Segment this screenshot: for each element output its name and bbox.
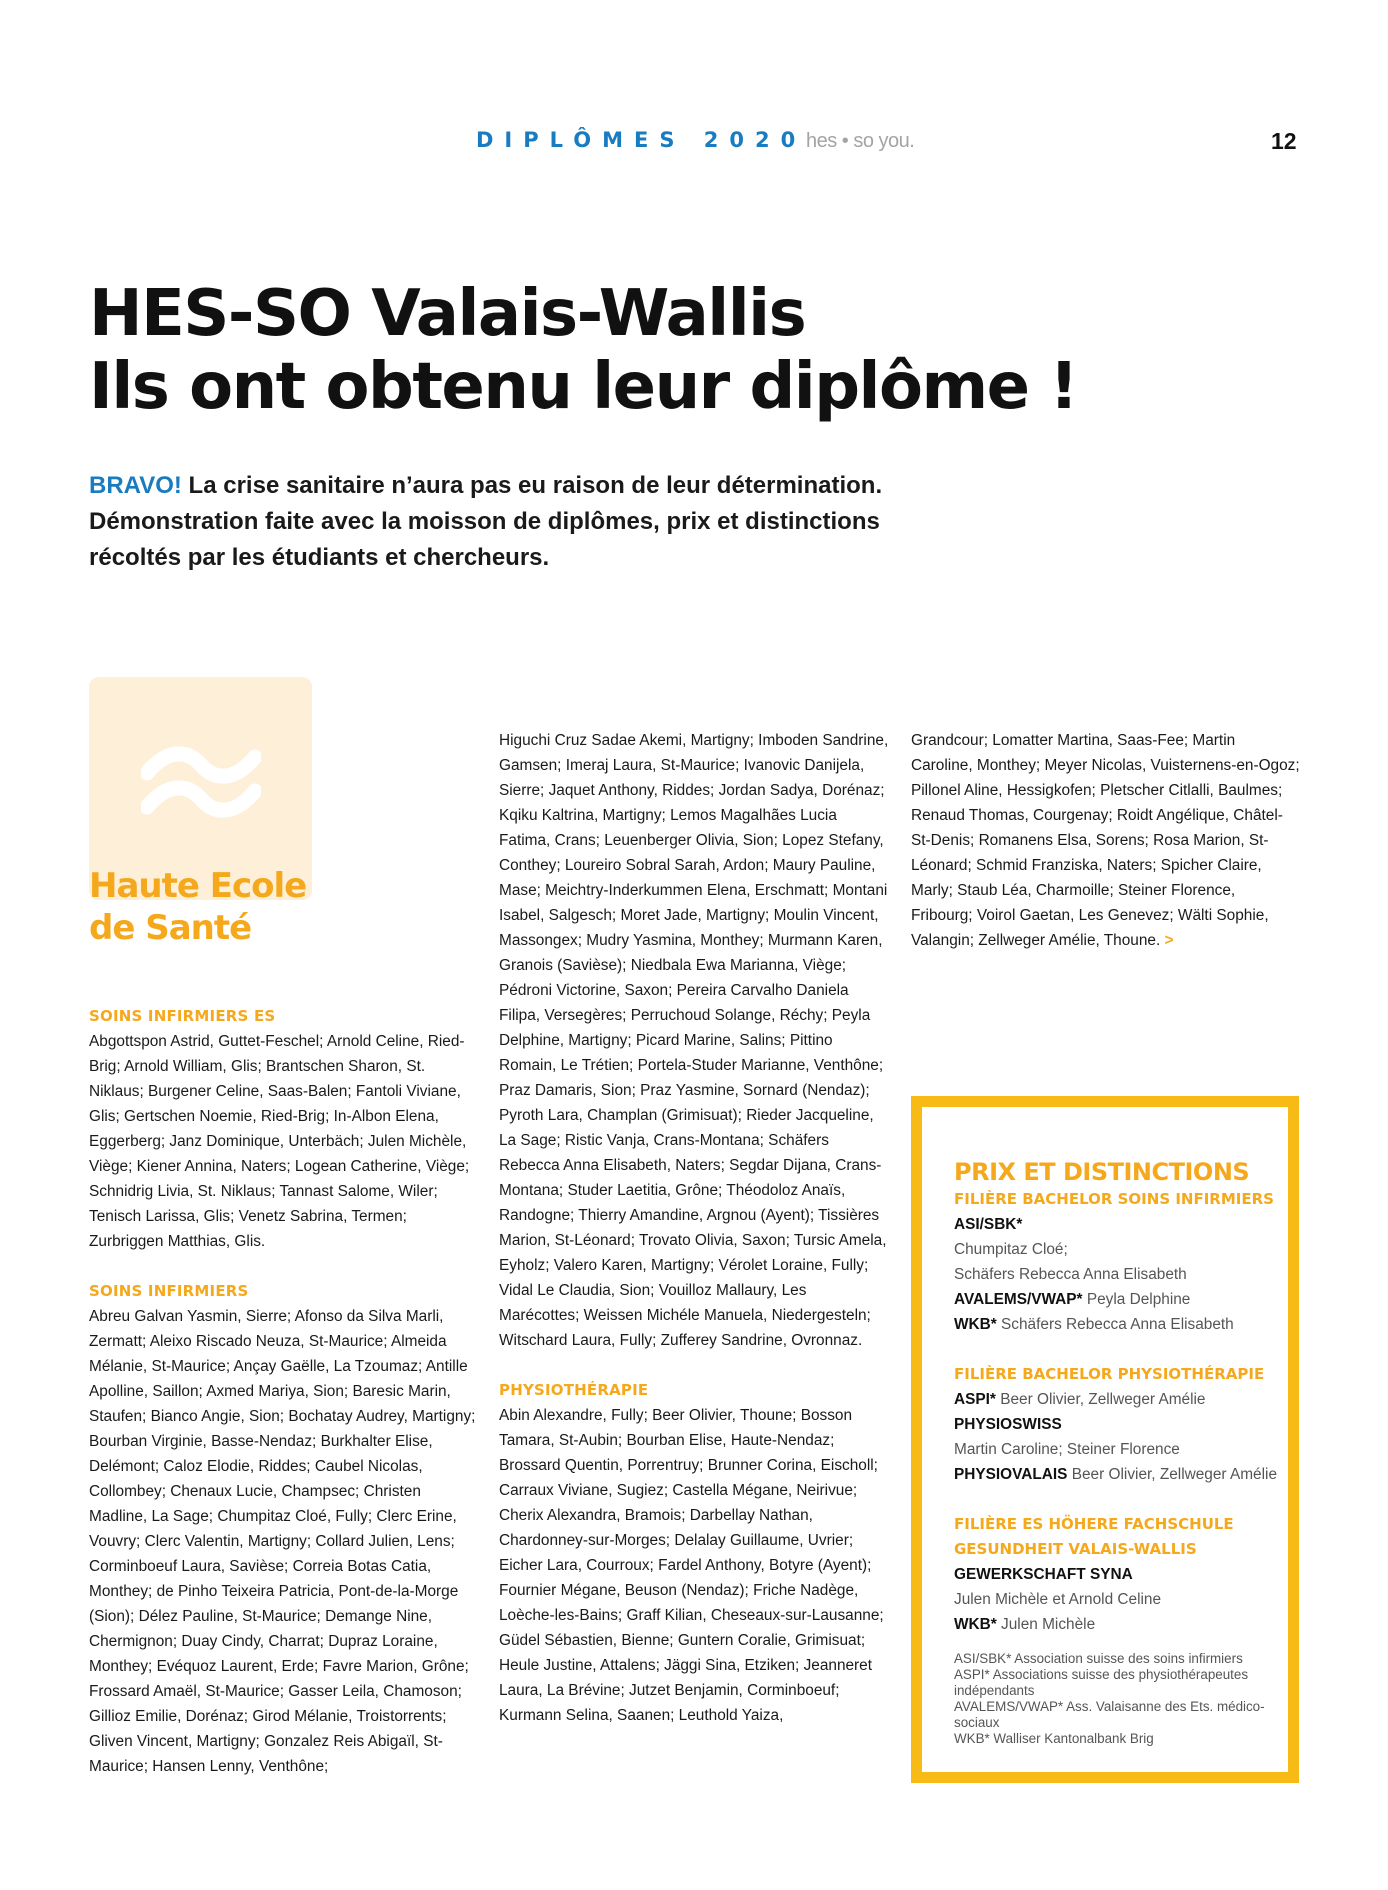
column-1: [89, 1004, 479, 1779]
graduates-list-physio-continued: [911, 728, 1301, 953]
section-heading-physio: PHYSIOTHÉRAPIE: [499, 1381, 649, 1399]
school-name-line-2: de Santé: [89, 908, 252, 948]
abbreviation-notes: [954, 1651, 1294, 1747]
header-kicker: DIPLÔMES 2020: [476, 128, 807, 152]
page-header: [0, 128, 1388, 158]
page-number: 12: [1271, 128, 1297, 154]
prize-names: Julen Michèle et Arnold Celine: [954, 1591, 1162, 1608]
school-name-line-1: Haute Ecole: [89, 866, 307, 906]
prize-group-heading-es-2: GESUNDHEIT VALAIS-WALLIS: [954, 1540, 1197, 1558]
prize-org-wkb: WKB*: [954, 1316, 997, 1333]
graduates-list-soins-continued: Higuchi Cruz Sadae Akemi, Martigny; Imboden Sandrine, Gamsen; Imeraj Laura, St-Maurice; Ivanovic Danijela, Sierre; Jaquet Anthony, Riddes; Jordan Sadya, Dorénaz; Kqiku Kaltrina, Martigny; Lemos Magalhães Lucia Fatima, Crans; Leuenberger Olivia, Sion; Lopez Stefany, Conthey; Loureiro Sobral Sarah, Ardon; Maury Pauline, Mase; Meichtry-Inderkummen Elena, Erschmatt; Montani Isabel, Salgesch; Moret Jade, Martigny; Moulin Vincent, Massongex; Mudry Yasmina, Monthey; Murmann Karen, Granois (Savièse); Niedbala Ewa Marianna, Viège; Pédroni Victorine, Saxon; Pereira Carvalho Daniela Filipa, Versegères; Perruchoud Solange, Réchy; Peyla Delphine, Martigny; Picard Marine, Salins; Pittino Romain, Le Trétien; Portela-Studer Marianne, Venthône; Praz Damaris, Sion; Praz Yasmine, Sornard (Nendaz); Pyroth Lara, Champlan (Grimisuat); Rieder Jacqueline, La Sage; Ristic Vanja, Crans-Montana; Schäfers Rebecca Anna Elisabeth, Naters; Segdar Dijana, Crans-Montana; Studer Laetitia, Grône; Théodoloz Anaïs, Randogne; Thierry Amandine, Argnou (Ayent); Tissières Marion, St-Léonard; Trovato Olivia, Saxon; Tursic Amela, Eyholz; Valero Karen, Martigny; Vérolet Loraine, Fully; Vidal Le Claudia, Sion; Vouilloz Mallaury, Les Marécottes; Weissen Michéle Manuela, Niedergesteln; Witschard Laura, Fully; Zufferey Sandrine, Ovronnaz.: [499, 732, 889, 1349]
abbreviation-note: WKB* Walliser Kantonalbank Brig: [954, 1731, 1154, 1746]
prizes-box: [911, 1096, 1299, 1783]
prize-org-physioswiss: PHYSIOSWISS: [954, 1416, 1062, 1433]
prize-entry: [954, 1287, 1294, 1312]
lead-paragraph: [89, 468, 889, 576]
lead-bravo: BRAVO!: [89, 472, 182, 499]
prize-names: Peyla Delphine: [1082, 1291, 1191, 1308]
prize-org-aspi: ASPI*: [954, 1391, 996, 1408]
prize-entry: [954, 1612, 1294, 1637]
prizes-title: PRIX ET DISTINCTIONS: [954, 1158, 1250, 1186]
prize-names: Beer Olivier, Zellweger Amélie: [995, 1391, 1206, 1408]
abbreviation-note: ASPI* Associations suisse des physiothérapeutes indépendants: [954, 1667, 1249, 1698]
column-2: [499, 728, 891, 1728]
prize-group-heading-physio: FILIÈRE BACHELOR PHYSIOTHÉRAPIE: [954, 1365, 1265, 1383]
prize-names: Martin Caroline; Steiner Florence: [954, 1441, 1180, 1458]
prize-names: Chumpitaz Cloé;: [954, 1241, 1068, 1258]
continue-arrow-icon: >: [1164, 932, 1174, 949]
physio-continued-text: Grandcour; Lomatter Martina, Saas-Fee; Martin Caroline, Monthey; Meyer Nicolas, Vuisternens-en-Ogoz; Pillonel Aline, Hessigkofen; Pletscher Citlalli, Baulmes; Renaud Thomas, Courgenay; Roidt Angélique, Châtel-St-Denis; Romanens Elsa, Sorens; Rosa Marion, St-Léonard; Schmid Franziska, Naters; Spicher Claire, Marly; Staub Léa, Charmoille; Steiner Florence, Fribourg; Voirol Gaetan, Les Genevez; Wälti Sophie, Valangin; Zellweger Amélie, Thoune.: [911, 732, 1300, 949]
abbreviation-note: AVALEMS/VWAP* Ass. Valaisanne des Ets. médico-sociaux: [954, 1699, 1265, 1730]
page-title: [89, 278, 1077, 424]
section-heading-soins: SOINS INFIRMIERS: [89, 1282, 249, 1300]
prize-names: Beer Olivier, Zellweger Amélie: [1067, 1466, 1278, 1483]
header-tagline: hes • so you.: [806, 130, 915, 152]
prize-org-avalems: AVALEMS/VWAP*: [954, 1291, 1083, 1308]
graduates-list-soins: Abreu Galvan Yasmin, Sierre; Afonso da Silva Marli, Zermatt; Aleixo Riscado Neuza, St-Maurice; Almeida Mélanie, St-Maurice; Ançay Gaëlle, La Tzoumaz; Antille Apolline, Saillon; Axmed Mariya, Sion; Baresic Marin, Staufen; Bianco Angie, Sion; Bochatay Audrey, Martigny; Bourban Virginie, Basse-Nendaz; Burkhalter Elise, Delémont; Caloz Elodie, Riddes; Caubel Nicolas, Collombey; Chenaux Lucie, Champsec; Christen Madline, La Sage; Chumpitaz Cloé, Fully; Clerc Erine, Vouvry; Clerc Valentin, Martigny; Collard Julien, Lens; Corminboeuf Laura, Savièse; Correia Botas Catia, Monthey; de Pinho Teixeira Patricia, Pont-de-la-Morge (Sion); Délez Pauline, St-Maurice; Demange Nine, Chermignon; Duay Cindy, Charrat; Dupraz Loraine, Monthey; Evéquoz Laurent, Erde; Favre Marion, Grône; Frossard Amaël, St-Maurice; Gasser Leila, Chamoson; Gillioz Emilie, Dorénaz; Girod Mélanie, Troistorrents; Gliven Vincent, Martigny; Gonzalez Reis Abigaïl, St-Maurice; Hansen Lenny, Venthône;: [89, 1308, 476, 1775]
prize-org-wkb: WKB*: [954, 1616, 997, 1633]
school-name: [89, 865, 306, 949]
prize-names: Schäfers Rebecca Anna Elisabeth: [954, 1266, 1187, 1283]
prize-group-heading-es-1: FILIÈRE ES HÖHERE FACHSCHULE: [954, 1515, 1234, 1533]
title-line-2: Ils ont obtenu leur diplôme !: [89, 350, 1077, 424]
title-line-1: HES-SO Valais-Wallis: [89, 277, 806, 351]
prize-names: Julen Michèle: [996, 1616, 1096, 1633]
prize-entry: [954, 1462, 1294, 1487]
prize-org-physiovalais: PHYSIOVALAIS: [954, 1466, 1068, 1483]
graduates-list-physio: Abin Alexandre, Fully; Beer Olivier, Thoune; Bosson Tamara, St-Aubin; Bourban Elise, Haute-Nendaz; Brossard Quentin, Porrentruy; Brunner Corina, Eischoll; Carraux Viviane, Sugiez; Castella Mégane, Neirivue; Cherix Alexandra, Bramois; Darbellay Nathan, Chardonney-sur-Morges; Delalay Guillaume, Uvrier; Eicher Lara, Courroux; Fardel Anthony, Botyre (Ayent); Fournier Mégane, Beuson (Nendaz); Friche Nadège, Loèche-les-Bains; Graff Kilian, Cheseaux-sur-Lausanne; Güdel Sébastien, Bienne; Guntern Coralie, Grimisuat; Heule Justine, Attalens; Jäggi Sina, Etziken; Jeanneret Laura, La Brévine; Jutzet Benjamin, Corminboeuf; Kurmann Selina, Saanen; Leuthold Yaiza,: [499, 1407, 884, 1724]
prize-org-asi: ASI/SBK*: [954, 1216, 1023, 1233]
double-wave-icon: [141, 743, 261, 821]
prize-names: Schäfers Rebecca Anna Elisabeth: [996, 1316, 1234, 1333]
graduates-list-soins-es: Abgottspon Astrid, Guttet-Feschel; Arnold Celine, Ried-Brig; Arnold William, Glis; Brantschen Sharon, St. Niklaus; Burgener Celine, Saas-Balen; Fantoli Viviane, Glis; Gertschen Noemie, Ried-Brig; In-Albon Elena, Eggerberg; Janz Dominique, Unterbäch; Julen Michèle, Viège; Kiener Annina, Naters; Logean Catherine, Viège; Schnidrig Livia, St. Niklaus; Tannast Salome, Wiler; Tenisch Larissa, Glis; Venetz Sabrina, Termen; Zurbriggen Matthias, Glis.: [89, 1033, 470, 1250]
prize-entry: [954, 1387, 1294, 1412]
lead-text: La crise sanitaire n’aura pas eu raison de leur détermination. Démonstration faite avec la moisson de diplômes, prix et distinctions récoltés par les étudiants et chercheurs.: [89, 472, 883, 571]
prize-org-syna: GEWERKSCHAFT SYNA: [954, 1566, 1133, 1583]
abbreviation-note: ASI/SBK* Association suisse des soins infirmiers: [954, 1651, 1243, 1666]
prize-entry: [954, 1312, 1294, 1337]
section-heading-soins-es: SOINS INFIRMIERS ES: [89, 1007, 276, 1025]
prize-group-heading-nursing: FILIÈRE BACHELOR SOINS INFIRMIERS: [954, 1190, 1274, 1208]
column-3: [911, 728, 1301, 953]
